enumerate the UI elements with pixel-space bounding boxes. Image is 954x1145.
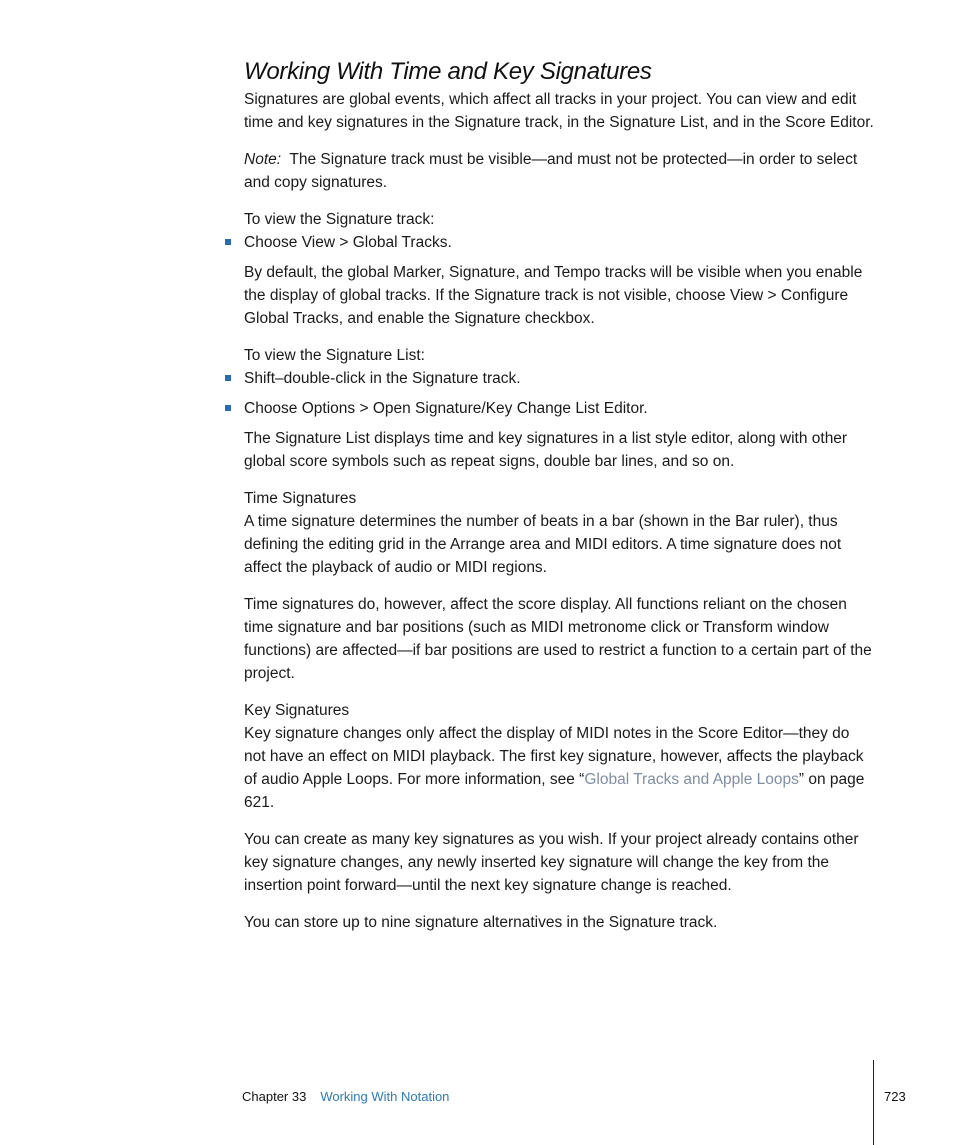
footer-divider [873, 1060, 874, 1145]
page-title: Working With Time and Key Signatures [244, 58, 652, 85]
page-number: 723 [884, 1089, 906, 1104]
section-heading-key-signatures: Key Signatures [244, 702, 350, 719]
note-paragraph [244, 148, 874, 194]
note-label: Note: [244, 151, 282, 168]
step-text: Choose Options > Open Signature/Key Change List Editor. [244, 400, 648, 417]
bullet-icon [225, 375, 231, 381]
key-sig-text: Key signature changes only affect the display of MIDI notes in the Score Editor—they do not have an effect on MIDI playback. The first key signature, however, affects the playback of audio Apple Loops. For more information, see “ [244, 725, 864, 788]
step-text: Shift–double-click in the Signature track. [244, 370, 521, 387]
task2-after-paragraph: The Signature List displays time and key signatures in a list style editor, along with other global score symbols such as repeat signs, double bar lines, and so on. [244, 430, 848, 470]
section-heading-time-signatures: Time Signatures [244, 490, 357, 507]
bullet-icon [225, 405, 231, 411]
chapter-title-link[interactable]: Working With Notation [320, 1089, 450, 1104]
chapter-number: Chapter 33 [242, 1089, 307, 1104]
note-text: The Signature track must be visible—and must not be protected—in order to select and copy signatures. [244, 151, 858, 191]
task-title-signature-list: To view the Signature List: [244, 347, 425, 364]
key-signatures-paragraph-1 [244, 722, 874, 814]
intro-paragraph: Signatures are global events, which affect all tracks in your project. You can view and edit time and key signatures in the Signature track, in the Signature List, and in the Score Editor. [244, 91, 874, 131]
key-signatures-paragraph-3: You can store up to nine signature alternatives in the Signature track. [244, 914, 718, 931]
main-content [244, 56, 874, 934]
task-title-signature-track: To view the Signature track: [244, 211, 435, 228]
key-sig-text-end: ” on page 621. [244, 771, 865, 811]
page-footer [242, 1088, 449, 1106]
list-item [244, 367, 874, 390]
step-text: Choose View > Global Tracks. [244, 234, 452, 251]
key-signatures-paragraph-2: You can create as many key signatures as you wish. If your project already contains other key signature changes, any newly inserted key signature will change the key from the insertion point forward—until the next key signature change is reached. [244, 831, 859, 894]
list-item [244, 231, 874, 254]
time-signatures-paragraph-1: A time signature determines the number of beats in a bar (shown in the Bar ruler), thus defining the editing grid in the Arrange area and MIDI editors. A time signature does not affect the playback of audio or MIDI regions. [244, 513, 842, 576]
global-tracks-link[interactable]: Global Tracks and Apple Loops [584, 771, 799, 788]
time-signatures-paragraph-2: Time signatures do, however, affect the score display. All functions reliant on the chosen time signature and bar positions (such as MIDI metronome click or Transform window functions) are affected—if bar positions are used to restrict a function to a certain part of the project. [244, 596, 872, 682]
bullet-icon [225, 239, 231, 245]
task1-after-paragraph: By default, the global Marker, Signature, and Tempo tracks will be visible when you enable the display of global tracks. If the Signature track is not visible, choose View > Configure Global Tracks, and enable the Signature checkbox. [244, 264, 863, 327]
list-item [244, 397, 874, 420]
